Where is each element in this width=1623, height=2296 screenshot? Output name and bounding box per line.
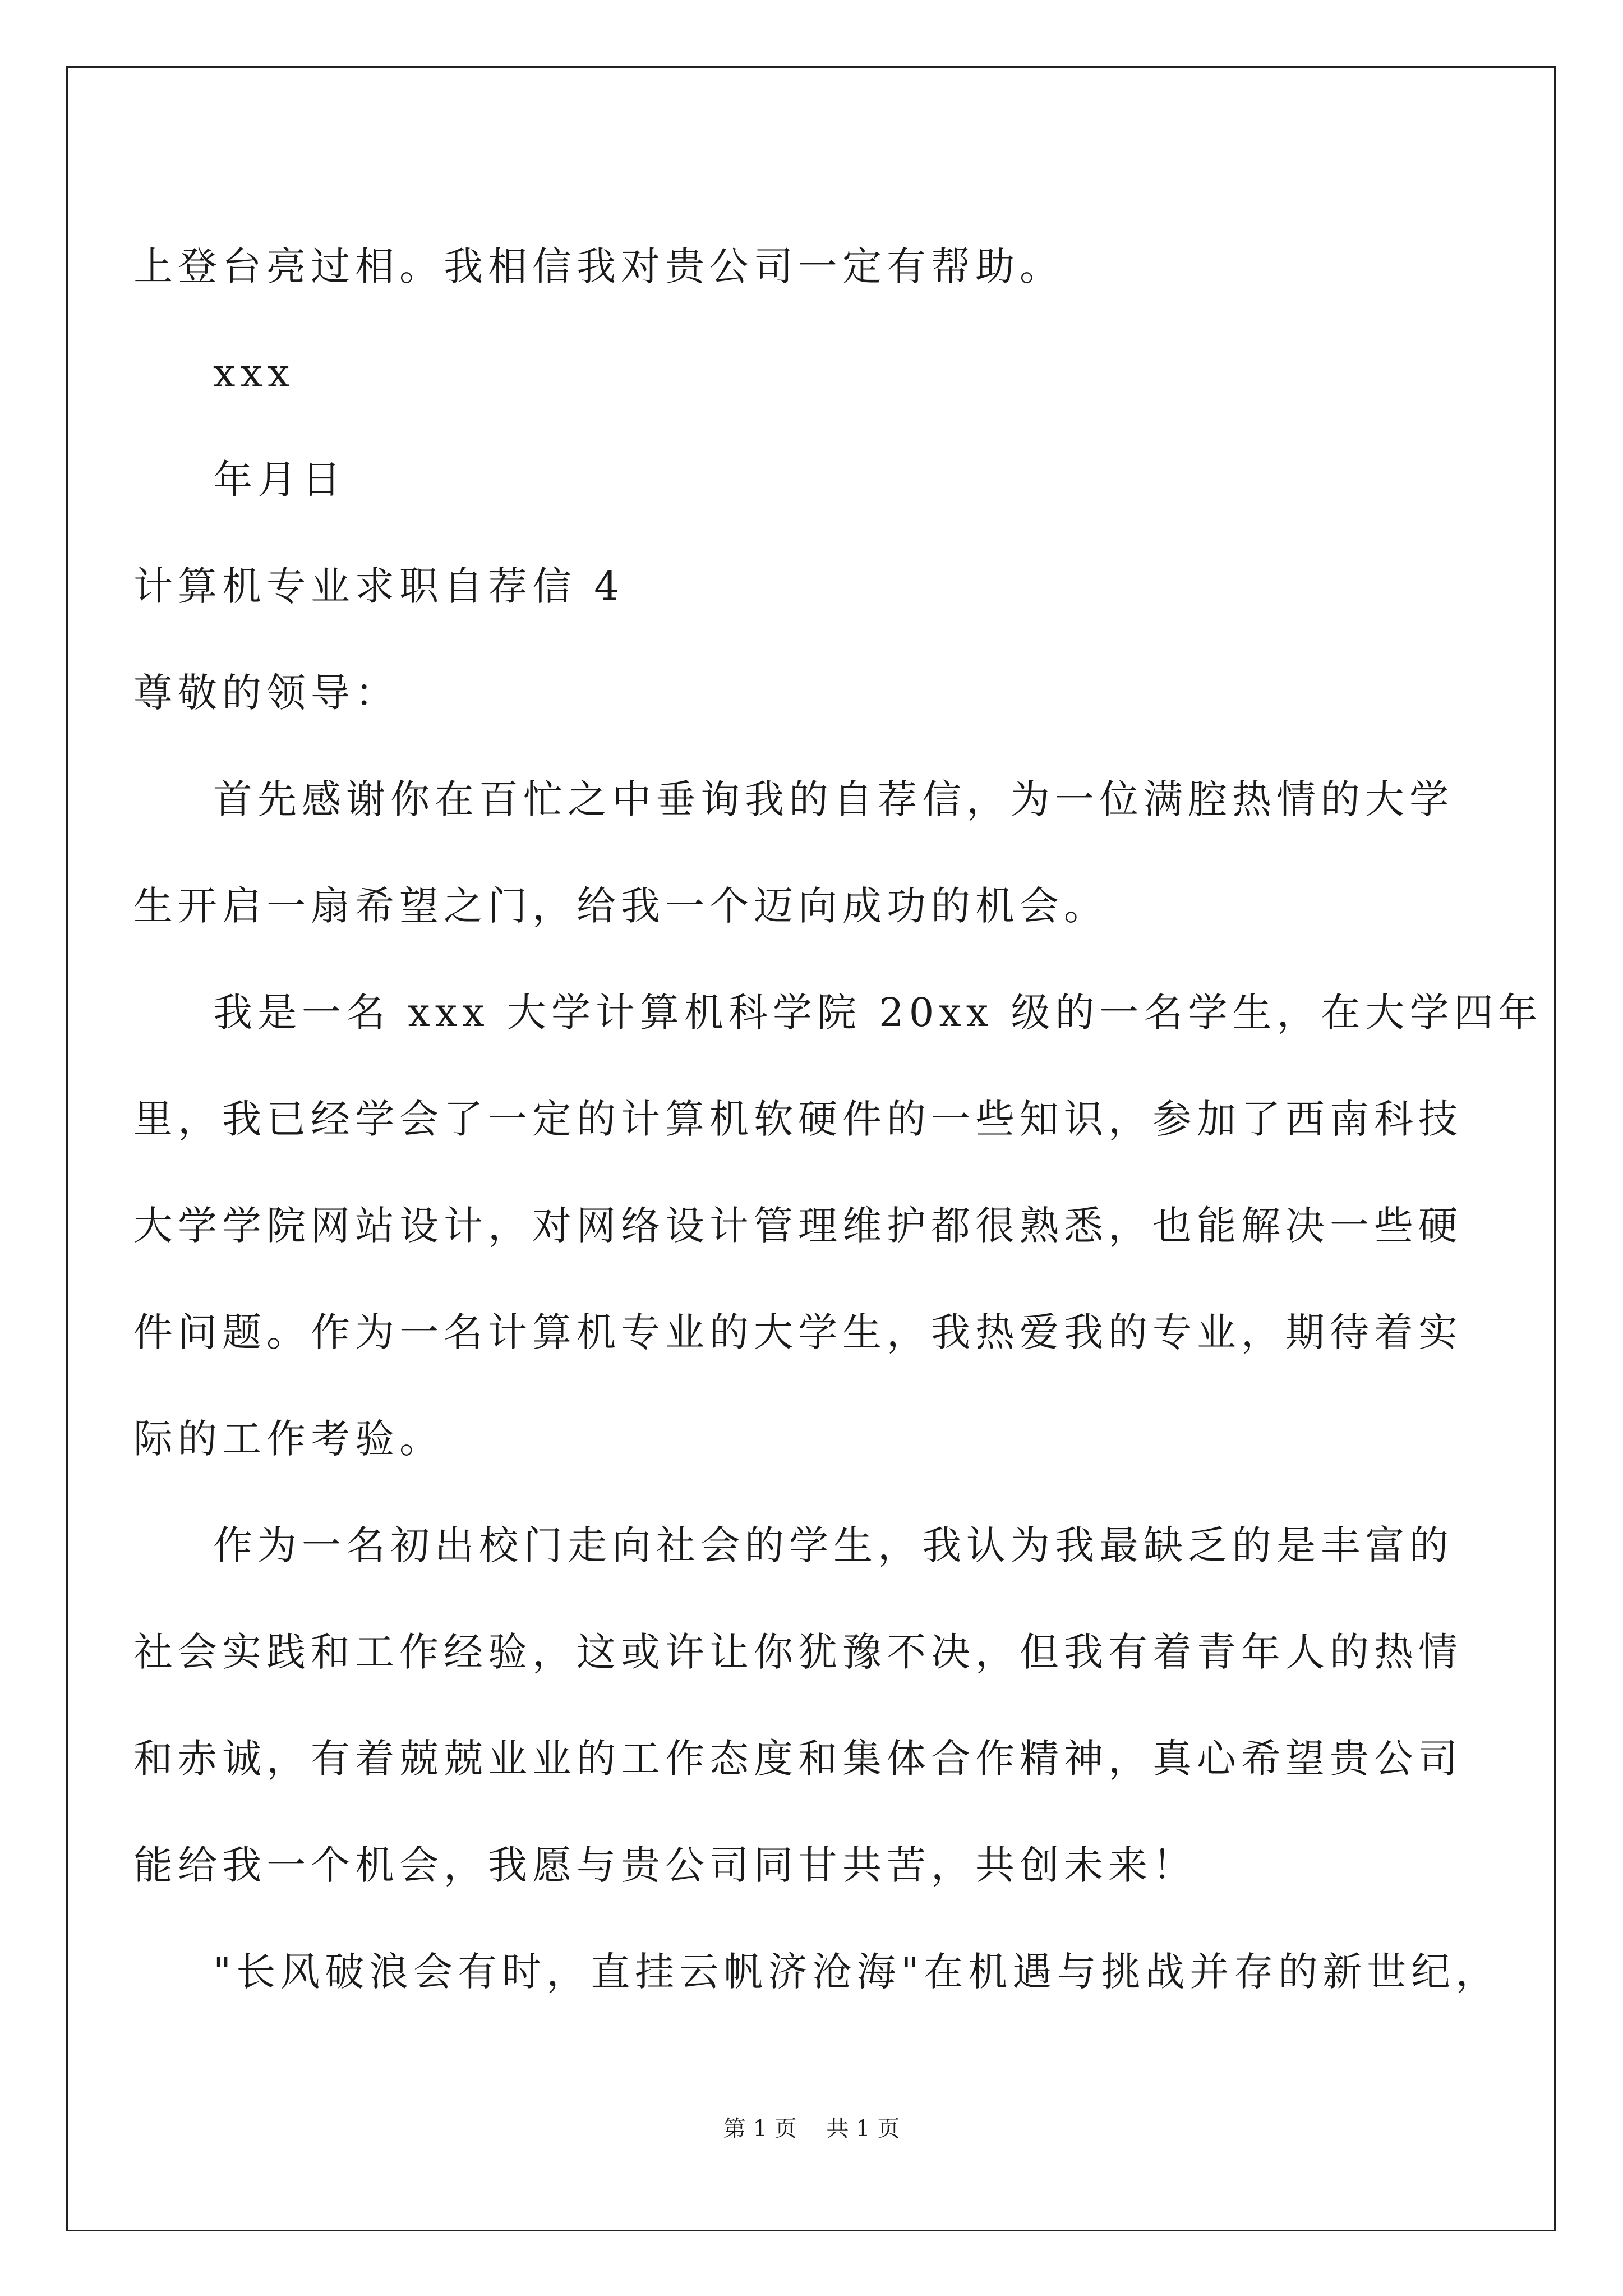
text-line: 作为一名初出校门走向社会的学生，我认为我最缺乏的是丰富的 bbox=[213, 1522, 1454, 1568]
text-line: 社会实践和工作经验，这或许让你犹豫不决，但我有着青年人的热情 bbox=[133, 1629, 1463, 1675]
signature-date: 年月日 bbox=[213, 457, 346, 503]
page-footer bbox=[0, 2115, 1623, 2143]
text-line: 件问题。作为一名计算机专业的大学生，我热爱我的专业，期待着实 bbox=[133, 1309, 1463, 1355]
text-line: 我是一名 xxx 大学计算机科学院 20xx 级的一名学生，在大学四年 bbox=[213, 990, 1543, 1036]
salutation: 尊敬的领导： bbox=[133, 670, 399, 716]
letter-body bbox=[133, 213, 1543, 2025]
text-line: 际的工作考验。 bbox=[133, 1416, 444, 1462]
text-line: "长风破浪会有时，直挂云帆济沧海"在机遇与挑战并存的新世纪， bbox=[213, 1949, 1500, 1995]
section-title: 计算机专业求职自荐信 4 bbox=[133, 563, 624, 609]
text-line: 首先感谢你在百忙之中垂询我的自荐信，为一位满腔热情的大学 bbox=[213, 776, 1454, 822]
text-line: 和赤诚，有着兢兢业业的工作态度和集体合作精神，真心希望贵公司 bbox=[133, 1736, 1463, 1782]
text-line: 上登台亮过相。我相信我对贵公司一定有帮助。 bbox=[133, 243, 1064, 289]
text-line: 生开启一扇希望之门，给我一个迈向成功的机会。 bbox=[133, 883, 1108, 929]
text-line: 能给我一个机会，我愿与贵公司同甘共苦，共创未来！ bbox=[133, 1842, 1197, 1888]
text-line: 里，我已经学会了一定的计算机软硬件的一些知识，参加了西南科技 bbox=[133, 1096, 1463, 1142]
text-line: 大学学院网站设计，对网络设计管理维护都很熟悉，也能解决一些硬 bbox=[133, 1203, 1463, 1249]
page-number: 第 1 页 bbox=[723, 2116, 797, 2142]
signature-name: xxx bbox=[213, 350, 295, 396]
page-total: 共 1 页 bbox=[826, 2116, 900, 2142]
